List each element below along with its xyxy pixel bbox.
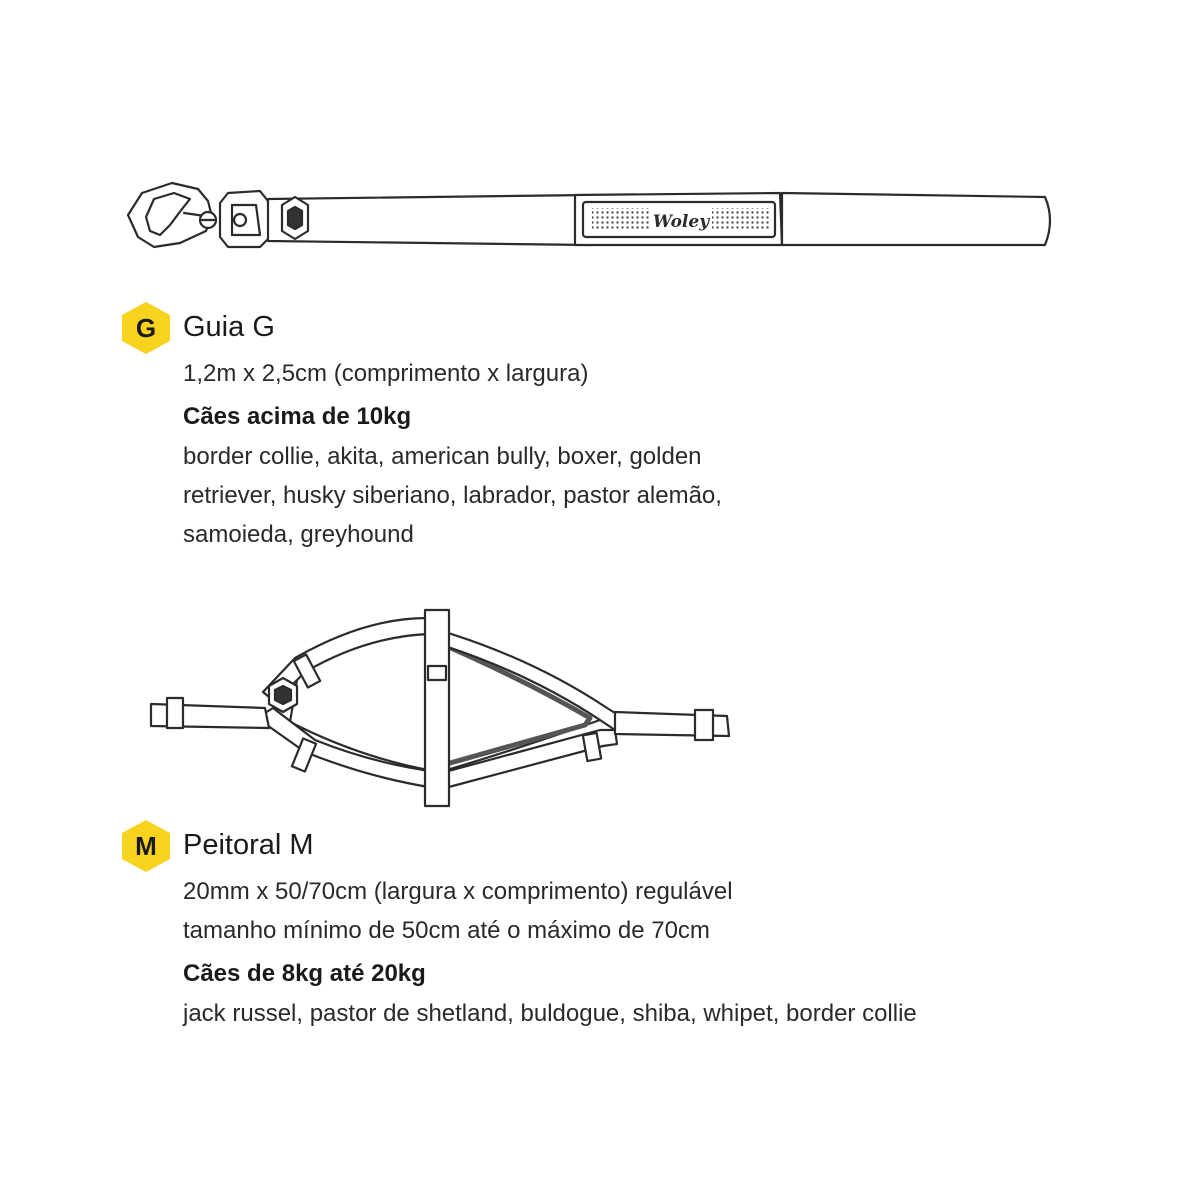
size-badge-m [120, 818, 172, 874]
dimensions-line: 1,2m x 2,5cm (comprimento x largura) [183, 360, 589, 387]
weight-subtitle: Cães de 8kg até 20kg [183, 960, 426, 987]
product-title: Peitoral M [183, 829, 314, 861]
product-title: Guia G [183, 311, 275, 343]
size-badge-letter: M [135, 830, 157, 861]
size-badge-g [120, 300, 172, 356]
leash-illustration [120, 175, 1060, 265]
breeds-line: samoieda, greyhound [183, 521, 414, 548]
breeds-line: border collie, akita, american bully, boxer, golden [183, 443, 702, 470]
harness-illustration [145, 600, 735, 820]
size-badge-letter: G [135, 312, 157, 343]
breeds-line: retriever, husky siberiano, labrador, pastor alemão, [183, 482, 722, 509]
weight-subtitle: Cães acima de 10kg [183, 403, 412, 430]
breeds-line: jack russel, pastor de shetland, buldogue, shiba, whipet, border collie [183, 1000, 917, 1027]
dimensions-line: 20mm x 50/70cm (largura x comprimento) regulável [183, 878, 733, 905]
leash-brand-label: Woley [652, 212, 710, 232]
dimensions-line: tamanho mínimo de 50cm até o máximo de 70cm [183, 917, 710, 944]
